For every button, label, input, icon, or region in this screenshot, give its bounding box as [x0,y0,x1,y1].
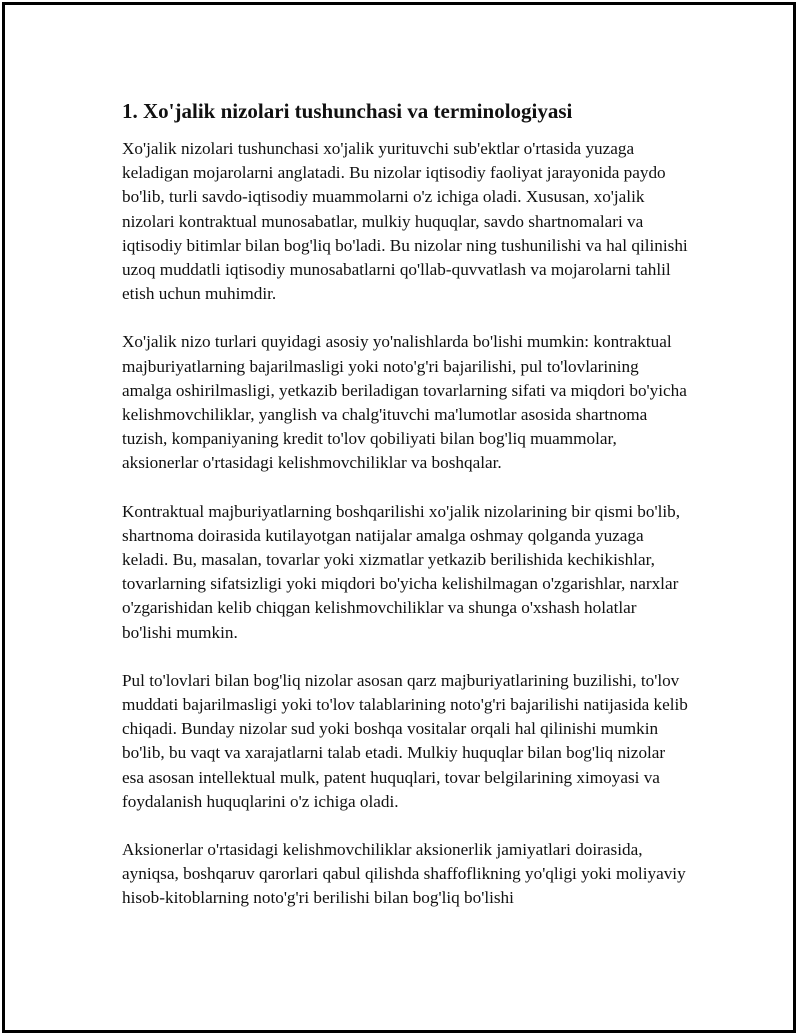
paragraph-payment-disputes: Pul to'lovlari bilan bog'liq nizolar asosan qarz majburiyatlarining buzilishi, to'lov muddati bajarilmasligi yoki to'lov talablarining noto'g'ri bajarilishi natijasida kelib chiqadi. Bunday nizolar sud yoki boshqa vositalar orqali hal qilinishi mumkin bo'lib, bu vaqt va xarajatlarni talab etadi. Mulkiy huquqlar bilan bog'liq nizolar esa asosan intellektual mulk, patent huquqlari, tovar belgilarining ximoyasi va foydalanish huquqlarini o'z ichiga oladi. [122,670,688,811]
section-heading: 1. Xo'jalik nizolari tushunchasi va terminologiyasi [122,99,573,123]
paragraph-shareholder-disputes: Aksionerlar o'rtasidagi kelishmovchiliklar aksionerlik jamiyatlari doirasida, ayniqsa, boshqaruv qarorlari qabul qilishda shaffoflikning yo'qligi yoki moliyaviy hisob-kitoblarning noto'g'ri berilishi bilan bog'liq bo'lishi [122,840,686,908]
document-page [2,2,796,1033]
paragraph-dispute-types: Xo'jalik nizo turlari quyidagi asosiy yo'nalishlarda bo'lishi mumkin: kontraktual majburiyatlarning bajarilmasligi yoki noto'g'ri bajarilishi, pul to'lovlarining amalga oshirilmasligi, yetkazib beriladigan tovarlarning sifati va miqdori bo'yicha kelishmovchiliklar, yanglish va chalg'ituvchi ma'lumotlar asosida shartnoma tuzish, kompaniyaning kredit to'lov qobiliyati bilan bog'liq muammolar, aksionerlar o'rtasidagi kelishmovchiliklar va boshqalar. [122,332,687,473]
document-body [122,97,688,935]
paragraph-definition: Xo'jalik nizolari tushunchasi xo'jalik yurituvchi sub'ektlar o'rtasida yuzaga keladigan mojarolarni anglatadi. Bu nizolar iqtisodiy faoliyat jarayonida paydo bo'lib, turli savdo-iqtisodiy muammolarni o'z ichiga oladi. Xususan, xo'jalik nizolari kontraktual munosabatlar, mulkiy huquqlar, savdo shartnomalari va iqtisodiy bitimlar bilan bog'liq bo'ladi. Bu nizolar ning tushunilishi va hal qilinishi uzoq muddatli iqtisodiy munosabatlarni qo'llab-quvvatlash va mojarolarni tahlil etish uchun muhimdir. [122,139,688,304]
paragraph-contractual-obligations: Kontraktual majburiyatlarning boshqarilishi xo'jalik nizolarining bir qismi bo'lib, shartnoma doirasida kutilayotgan natijalar amalga oshmay qolganda yuzaga keladi. Bu, masalan, tovarlar yoki xizmatlar yetkazib berilishida kechikishlar, tovarlarning sifatsizligi yoki miqdori bo'yicha kelishilmagan o'zgarishlar, narxlar o'zgarishidan kelib chiqgan kelishmovchiliklar va shunga o'xshash holatlar bo'lishi mumkin. [122,501,681,642]
